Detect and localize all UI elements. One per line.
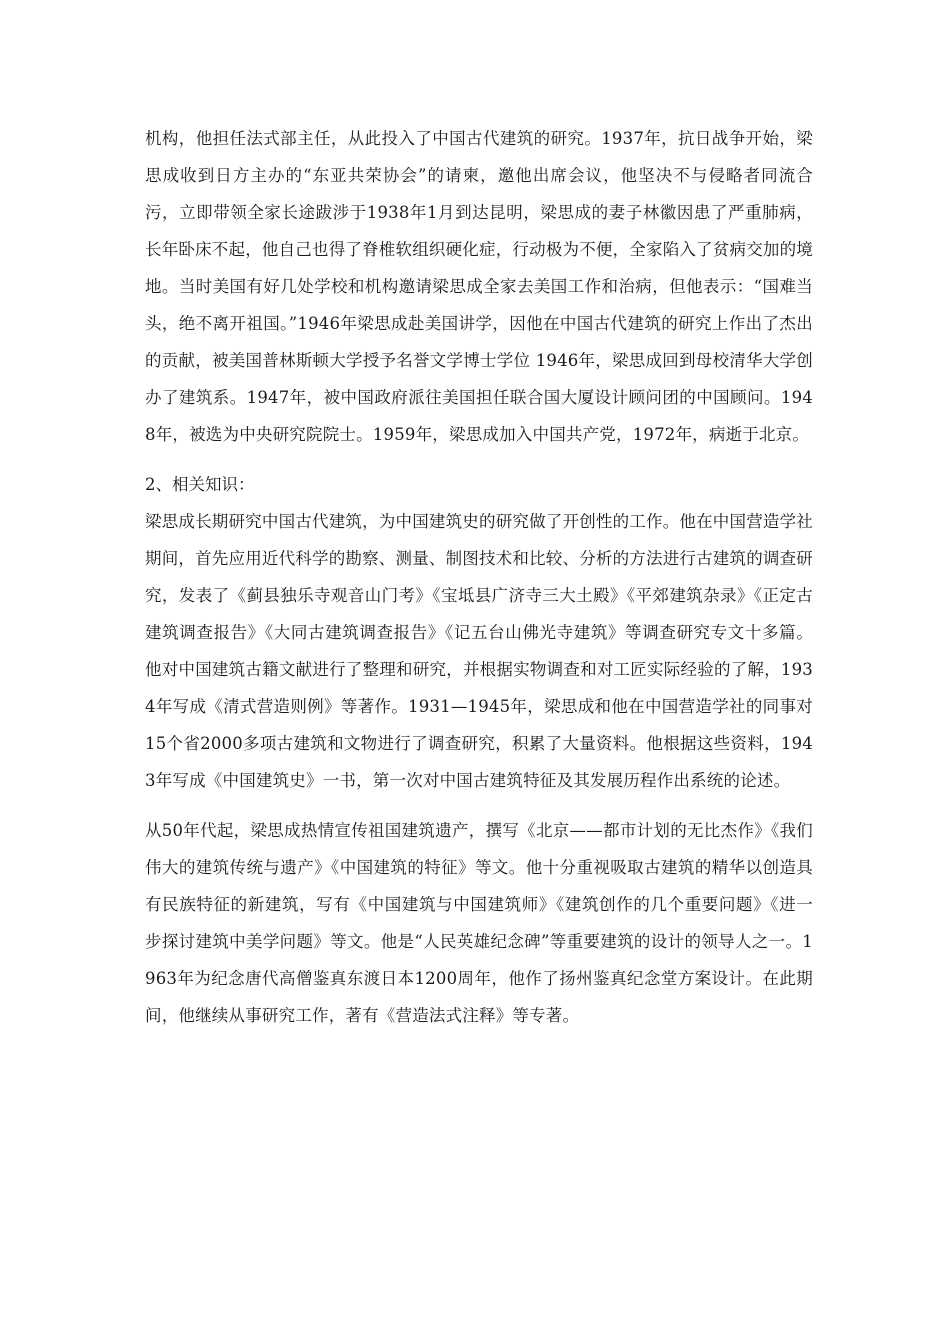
document-body — [145, 120, 813, 1034]
biography-paragraph: 机构，他担任法式部主任，从此投入了中国古代建筑的研究。1937年，抗日战争开始，梁思成收到日方主办的“东亚共荣协会”的请柬，邀他出席会议，他坚决不与侵略者同流合污，立即带领全家长途跋涉于1938年1月到达昆明，梁思成的妻子林徽因患了严重肺病，长年卧床不起，他自己也得了脊椎软组织硬化症，行动极为不便，全家陷入了贫病交加的境地。当时美国有好几处学校和机构邀请梁思成全家去美国工作和治病，但他表示：“国难当头，绝不离开祖国。”1946年梁思成赴美国讲学，因他在中国古代建筑的研究上作出了杰出的贡献，被美国普林斯顿大学授予名誉文学博士学位 1946年，梁思成回到母校清华大学创办了建筑系。1947年，被中国政府派往美国担任联合国大厦设计顾问团的中国顾问。1948年，被选为中央研究院院士。1959年，梁思成加入中国共产党，1972年，病逝于北京。 — [145, 129, 813, 444]
research-paragraph: 梁思成长期研究中国古代建筑，为中国建筑史的研究做了开创性的工作。他在中国营造学社期间，首先应用近代科学的勘察、测量、制图技术和比较、分析的方法进行古建筑的调查研究，发表了《蓟县独乐寺观音山门考》《宝坻县广济寺三大土殿》《平郊建筑杂录》《正定古建筑调查报告》《大同古建筑调查报告》《记五台山佛光寺建筑》等调查研究专文十多篇。他对中国建筑古籍文献进行了整理和研究，并根据实物调查和对工匠实际经验的了解，1934年写成《清式营造则例》等著作。1931—1945年，梁思成和他在中国营造学社的同事对15个省2000多项古建筑和文物进行了调查研究，积累了大量资料。他根据这些资料，1943年写成《中国建筑史》一书，第一次对中国古建筑特征及其发展历程作出系统的论述。 — [145, 512, 813, 790]
section-heading: 2、相关知识： — [145, 475, 255, 494]
legacy-paragraph: 从50年代起，梁思成热情宣传祖国建筑遗产，撰写《北京——都市计划的无比杰作》《我们伟大的建筑传统与遗产》《中国建筑的特征》等文。他十分重视吸取古建筑的精华以创造具有民族特征的新建筑，写有《中国建筑与中国建筑师》《建筑创作的几个重要问题》《进一步探讨建筑中美学问题》等文。他是“人民英雄纪念碑”等重要建筑的设计的领导人之一。1963年为纪念唐代高僧鉴真东渡日本1200周年，他作了扬州鉴真纪念堂方案设计。在此期间，他继续从事研究工作，著有《营造法式注释》等专著。 — [145, 821, 813, 1025]
